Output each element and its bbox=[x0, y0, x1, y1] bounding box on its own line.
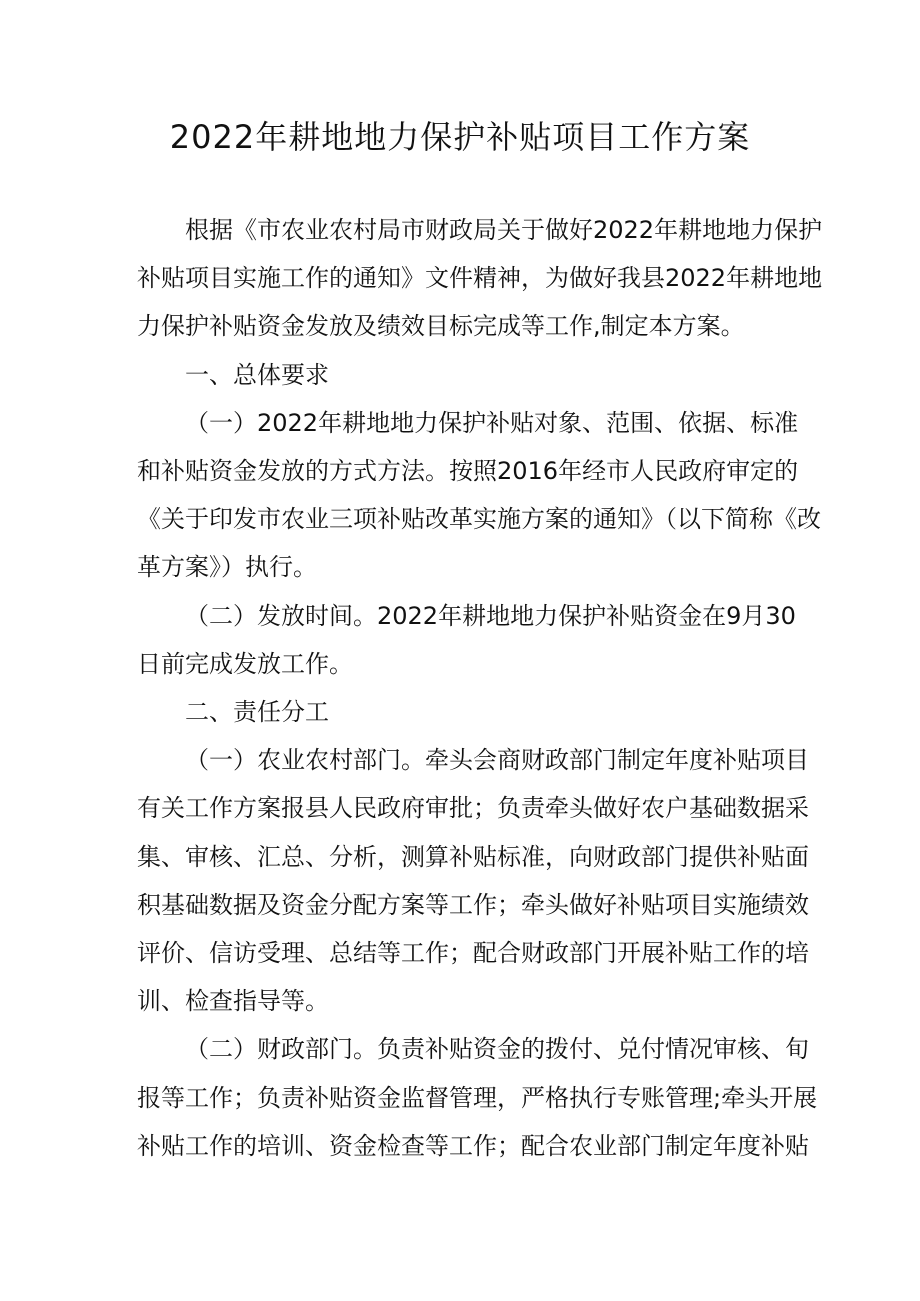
paragraph-line: 革方案》）执行。 bbox=[137, 553, 317, 582]
paragraph-line: 日前完成发放工作。 bbox=[137, 649, 353, 678]
paragraph-line: 根据《市农业农村局市财政局关于做好2022年耕地地力保护 bbox=[185, 216, 823, 244]
paragraph-line: （一）农业农村部门。牵头会商财政部门制定年度补贴项目 bbox=[185, 746, 809, 775]
document-title: 2022年耕地地力保护补贴项目工作方案 bbox=[169, 118, 751, 156]
paragraph-line: （一）2022年耕地地力保护补贴对象、范围、依据、标准 bbox=[185, 408, 799, 437]
paragraph-line: 《关于印发市农业三项补贴改革实施方案的通知》（以下简称《改 bbox=[137, 505, 821, 534]
paragraph-line: 力保护补贴资金发放及绩效目标完成等工作,制定本方案。 bbox=[137, 312, 745, 341]
paragraph-line: （二）发放时间。2022年耕地地力保护补贴资金在9月30 bbox=[185, 601, 796, 630]
paragraph-line: 训、检查指导等。 bbox=[137, 987, 329, 1016]
paragraph-line: 集、审核、汇总、分析，测算补贴标准，向财政部门提供补贴面 bbox=[137, 842, 809, 871]
paragraph-line: 和补贴资金发放的方式方法。按照2016年经市人民政府审定的 bbox=[137, 457, 799, 485]
section-heading: 二、责任分工 bbox=[185, 698, 329, 726]
paragraph-line: 补贴工作的培训、资金检查等工作；配合农业部门制定年度补贴 bbox=[137, 1131, 809, 1160]
paragraph-line: 有关工作方案报县人民政府审批；负责牵头做好农户基础数据采 bbox=[137, 794, 809, 823]
section-heading: 一、总体要求 bbox=[185, 360, 329, 389]
paragraph-line: 补贴项目实施工作的通知》文件精神，为做好我县2022年耕地地 bbox=[137, 264, 823, 293]
paragraph-line: 积基础数据及资金分配方案等工作；牵头做好补贴项目实施绩效 bbox=[137, 890, 809, 919]
paragraph-line: （二）财政部门。负责补贴资金的拨付、兑付情况审核、旬 bbox=[185, 1035, 809, 1064]
paragraph-line: 报等工作；负责补贴资金监督管理，严格执行专账管理;牵头开展 bbox=[137, 1083, 818, 1112]
paragraph-line: 评价、信访受理、总结等工作；配合财政部门开展补贴工作的培 bbox=[137, 939, 809, 967]
